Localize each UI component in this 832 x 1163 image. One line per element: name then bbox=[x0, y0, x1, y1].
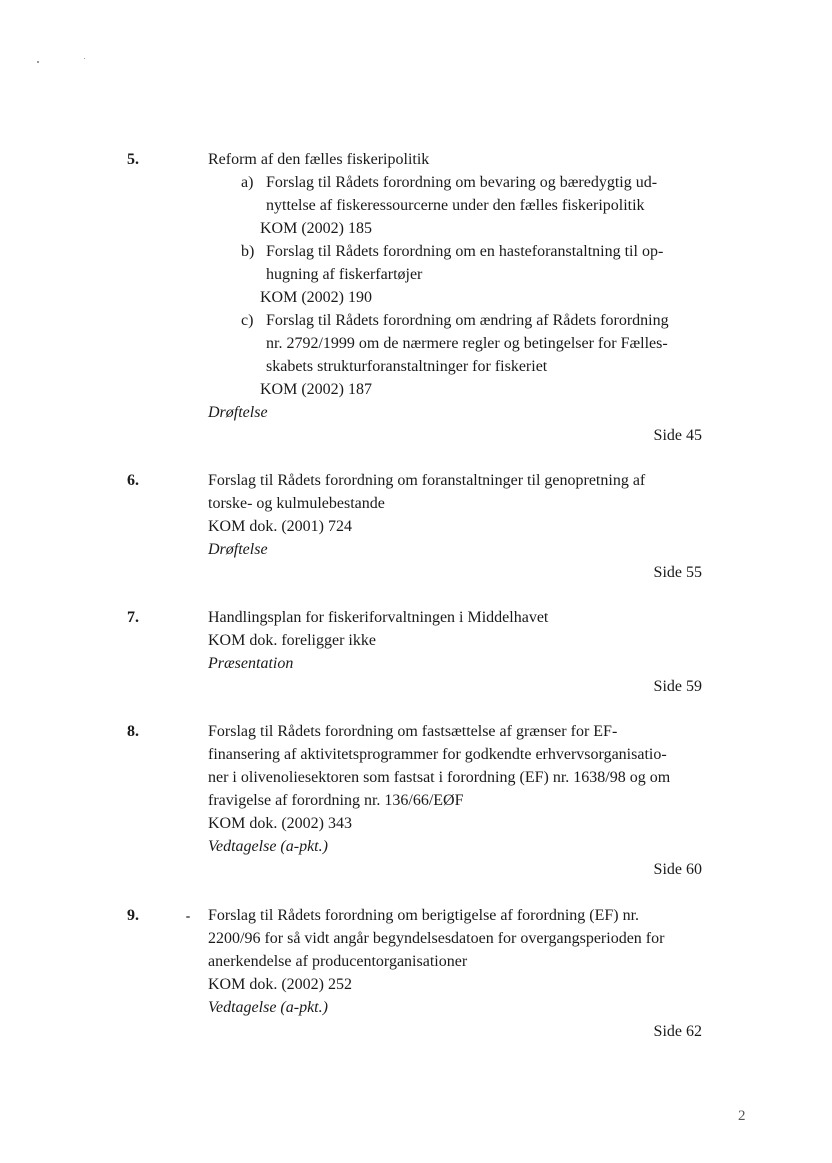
subitem-reference: KOM (2002) 190 bbox=[260, 289, 372, 306]
subitem-text-line: hugning af fiskerfartøjer bbox=[266, 266, 423, 283]
subitem-text-line: Forslag til Rådets forordning om en hasteforanstaltning til op- bbox=[266, 243, 664, 260]
subitem-text-line: Forslag til Rådets forordning om ændring af Rådets forordning bbox=[266, 312, 669, 329]
item-text-line: ner i olivenoliesektoren som fastsat i forordning (EF) nr. 1638/98 og om bbox=[208, 769, 671, 786]
subitem-text-line: skabets strukturforanstaltninger for fiskeriet bbox=[266, 358, 548, 375]
item-text-line: Handlingsplan for fiskeriforvaltningen i Middelhavet bbox=[208, 609, 549, 626]
page-reference: Side 45 bbox=[653, 427, 702, 444]
item-body bbox=[208, 720, 708, 858]
scan-speck bbox=[84, 58, 85, 59]
subitem-letter: b) bbox=[241, 243, 255, 260]
item-action: Vedtagelse (a-pkt.) bbox=[208, 838, 328, 855]
item-title: Reform af den fælles fiskeripolitik bbox=[208, 151, 430, 168]
item-text-line: 2200/96 for så vidt angår begyndelsesdatoen for overgangsperioden for bbox=[208, 930, 665, 947]
item-number: 8. bbox=[127, 723, 139, 740]
item-text-line: finansering af aktivitetsprogrammer for godkendte erhvervsorganisatio- bbox=[208, 746, 667, 763]
item-reference: KOM dok. foreligger ikke bbox=[208, 632, 376, 649]
item-action: Vedtagelse (a-pkt.) bbox=[208, 999, 328, 1016]
subitem-reference: KOM (2002) 185 bbox=[260, 220, 372, 237]
item-body bbox=[208, 904, 708, 1019]
item-reference: KOM dok. (2002) 343 bbox=[208, 815, 352, 832]
page-reference: Side 59 bbox=[653, 678, 702, 695]
subitem-a bbox=[208, 171, 708, 217]
item-reference: KOM dok. (2002) 252 bbox=[208, 976, 352, 993]
item-text-line: torske- og kulmulebestande bbox=[208, 495, 385, 512]
page-reference: Side 55 bbox=[653, 564, 702, 581]
item-number: 5. bbox=[127, 151, 139, 168]
page-reference: Side 62 bbox=[653, 1023, 702, 1040]
subitem-letter: a) bbox=[241, 174, 254, 191]
item-text-line: fravigelse af forordning nr. 136/66/EØF bbox=[208, 792, 464, 809]
subitem-text-line: Forslag til Rådets forordning om bevaring og bæredygtig ud- bbox=[266, 174, 658, 191]
subitem-b bbox=[208, 240, 708, 286]
page-reference: Side 60 bbox=[653, 861, 702, 878]
item-text-line: Forslag til Rådets forordning om berigtigelse af forordning (EF) nr. bbox=[208, 907, 640, 924]
item-body bbox=[208, 469, 708, 561]
item-text-line: Forslag til Rådets forordning om fastsættelse af grænser for EF- bbox=[208, 723, 618, 740]
subitem-c bbox=[208, 309, 708, 378]
item-text-line: Forslag til Rådets forordning om foranstaltninger til genopretning af bbox=[208, 472, 646, 489]
subitem-text-line: nyttelse af fiskeressourcerne under den fælles fiskeripolitik bbox=[266, 197, 645, 214]
scan-speck bbox=[37, 61, 39, 63]
page-number: 2 bbox=[738, 1108, 746, 1124]
item-action: Præsentation bbox=[208, 655, 294, 672]
item-number: 6. bbox=[127, 472, 139, 489]
pen-mark bbox=[186, 916, 190, 918]
item-text-line: anerkendelse af producentorganisationer bbox=[208, 953, 468, 970]
item-action: Drøftelse bbox=[208, 541, 268, 558]
subitem-letter: c) bbox=[241, 312, 254, 329]
item-body bbox=[208, 148, 708, 424]
item-action: Drøftelse bbox=[208, 404, 268, 421]
item-number: 9. bbox=[127, 907, 139, 924]
subitem-text-line: nr. 2792/1999 om de nærmere regler og betingelser for Fælles- bbox=[266, 335, 668, 352]
item-body bbox=[208, 606, 708, 675]
subitem-reference: KOM (2002) 187 bbox=[260, 381, 372, 398]
item-reference: KOM dok. (2001) 724 bbox=[208, 518, 352, 535]
item-number: 7. bbox=[127, 609, 139, 626]
